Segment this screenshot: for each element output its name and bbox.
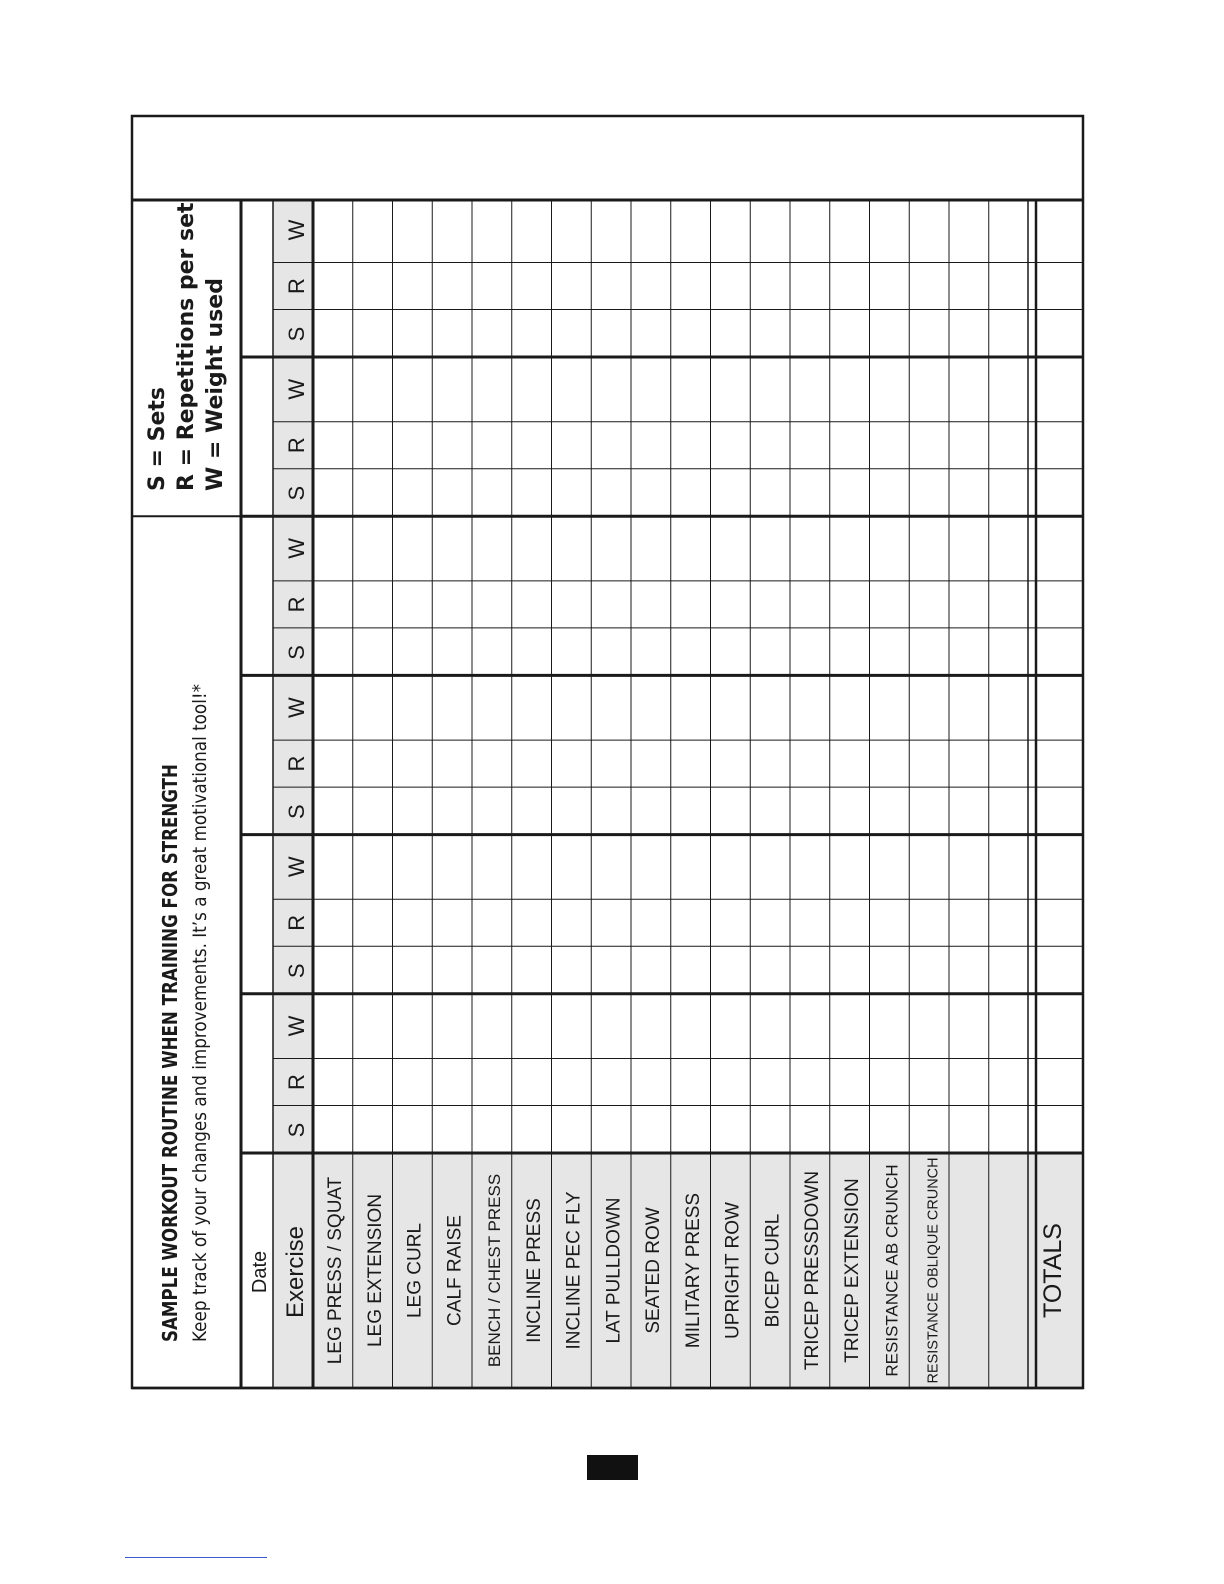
subcol-label-s: S [284, 1122, 309, 1138]
exercise-label: TRICEP PRESSDOWN [802, 1170, 823, 1371]
subcol-label-r: R [284, 1074, 309, 1090]
subcol-label-w: W [284, 1015, 309, 1037]
subcol-label-r: R [284, 437, 309, 454]
exercise-label: RESISTANCE AB CRUNCH [882, 1164, 902, 1377]
page-number-tab [587, 1455, 638, 1480]
exercise-label: MILITARY PRESS [682, 1192, 704, 1349]
exercise-label: BICEP CURL [762, 1213, 784, 1328]
subcol-label-s: S [284, 804, 309, 819]
legend-line: W = Weight used [203, 278, 228, 491]
subcol-label-r: R [284, 755, 309, 772]
subcol-label-w: W [284, 378, 309, 400]
subcol-label-r: R [284, 596, 309, 613]
subcol-label-r: R [284, 278, 309, 294]
exercise-label: CALF RAISE [444, 1215, 466, 1326]
exercise-label: INCLINE PEC FLY [563, 1191, 585, 1350]
sheet-subtitle: Keep track of your changes and improvements. It’s a great motivational tool!* [189, 597, 211, 1342]
sheet-title: SAMPLE WORKOUT ROUTINE WHEN TRAINING FOR STRENGTH [158, 648, 182, 1342]
exercise-label: LEG EXTENSION [364, 1193, 386, 1348]
exercise-header: Exercise [282, 1225, 309, 1319]
date-label: Date [249, 1250, 271, 1294]
subcol-label-w: W [284, 538, 309, 559]
shaded-cells [273, 200, 1083, 1388]
exercise-label: LEG PRESS / SQUAT [325, 1176, 346, 1365]
legend-line: R = Repetitions per set [174, 202, 199, 491]
exercise-label: TRICEP EXTENSION [841, 1178, 863, 1363]
subcol-label-r: R [284, 914, 309, 931]
exercise-label: RESISTANCE OBLIQUE CRUNCH [924, 1148, 942, 1384]
subcol-label-s: S [284, 485, 309, 501]
exercise-label: SEATED ROW [643, 1207, 664, 1334]
subcol-label-w: W [284, 697, 309, 718]
exercise-label: LEG CURL [404, 1222, 426, 1319]
legend [145, 202, 228, 491]
subcol-label-s: S [284, 963, 309, 979]
subcol-label-w: W [284, 219, 309, 241]
footer-rule [125, 1557, 267, 1558]
exercise-label: INCLINE PRESS [523, 1198, 545, 1343]
totals-label: TOTALS [1039, 1223, 1067, 1318]
subcol-label-s: S [284, 326, 309, 342]
subcol-label-s: S [284, 645, 309, 660]
exercise-label: BENCH / CHEST PRESS [485, 1173, 504, 1368]
subcol-label-w: W [284, 856, 309, 878]
legend-line: S = Sets [145, 387, 170, 491]
exercise-label: UPRIGHT ROW [722, 1202, 744, 1339]
exercise-label: LAT PULLDOWN [603, 1197, 625, 1344]
